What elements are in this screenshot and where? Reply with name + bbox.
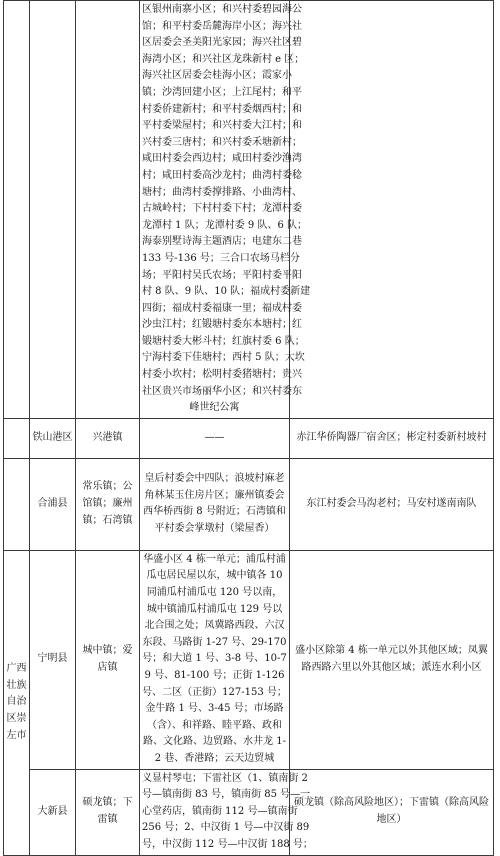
daxin-mid-risk-line: 号—镇南街 83 号，镇南街 85 号—一 xyxy=(142,789,311,801)
mid-risk-areas-line: 馆；和平村委岳麓海岸小区；海兴社 xyxy=(142,20,302,32)
mid-risk-areas-line: 区居委会圣美阳光家园；海兴社区碧 xyxy=(142,37,302,49)
table-row-continued xyxy=(4,1,494,419)
mid-risk-areas-line: 133 号-136 号；三合口农场马栏分 xyxy=(142,252,300,264)
mid-risk-areas-line: 兴村委三唐村；和兴村委禾塘新村； xyxy=(142,136,302,148)
mid-risk-areas-line: 村；咸田村委高沙龙村；曲湾村委稔 xyxy=(142,169,302,181)
mid-risk-cell: 华盛小区 4 栋一单元；浦瓜村浦瓜屯居民屋以东，城中镇各 10 同浦瓜村浦瓜屯 120 号以南，城中镇浦瓜村浦瓜屯 129 号以北合围之处；凤冀路西段、六汉东段、马路街 1-27 号、29-170 号；和大道 1 号、3-8 号、10-79 号、81-100 号；正街 1-126 号、二区（正街）127-153 号；金牛路 1 号、3-45 号；市场路（含）、和祥路、睦平路、政和路、文化路、边贸路、水井龙 1-2 巷、香港路；云天边贸城 xyxy=(140,550,290,769)
mid-risk-areas-line: 锻塘村委大彬斗村；红旗村委 6 队； xyxy=(142,335,305,347)
mid-risk-cell: 皇后村委会中四队；浪坡村麻老角林某玉住房片区；廉州镇委会西华桥西街 8 号附近；石湾镇和平村委会掌墩村（梁屋香） xyxy=(140,458,290,550)
mid-risk-areas-line: 古城岭村；下村村委下村；龙潭村委 xyxy=(142,203,302,215)
low-risk-cell: 东江村委会马沟老村；马安村遂南南队 xyxy=(290,458,494,550)
town-cell: 常乐镇；公馆镇；廉州镇；石湾镇 xyxy=(76,458,140,550)
table-row-tieshan xyxy=(4,418,494,458)
mid-risk-areas-line: 村 8 队、9 队、10 队；福成村委新建 xyxy=(142,286,311,298)
town-cell: 硕龙镇；下雷镇 xyxy=(76,769,140,855)
mid-risk-areas-line: 龙潭村 1 队；龙潭村委 9 队、6 队； xyxy=(142,219,307,231)
mid-risk-areas-line: 海兴社区居委会桂海小区；霞家小 xyxy=(142,70,292,82)
county-cell: 铁山港区 xyxy=(30,418,76,458)
region-cell-empty xyxy=(4,1,30,419)
daxin-mid-risk-line: 心堂药店，镇南街 112 号—镇南街 xyxy=(142,805,298,817)
town-cell-empty xyxy=(76,1,140,419)
mid-risk-areas-line: 镇；沙湾回建小区；上江尾村；和平 xyxy=(142,86,302,98)
low-risk-cell: 盛小区除第 4 栋一单元以外其他区域；凤翼路西路六里以外其他区域；派连水利小区 xyxy=(290,550,494,769)
mid-risk-areas-line: 塘村；曲湾村委撑排路、小曲湾村、 xyxy=(142,186,302,198)
mid-risk-areas-line: 海泰别墅诗海主题酒店；电建东二巷 xyxy=(142,236,302,248)
mid-risk-areas-line: 四街；福成村委福康一里；福成村委 xyxy=(142,302,302,314)
mid-risk-areas-cell xyxy=(140,1,311,419)
mid-risk-areas-line: 峰世纪公寓 xyxy=(189,402,240,414)
mid-risk-lines xyxy=(142,771,313,854)
town-cell: 城中镇；爱店镇 xyxy=(76,550,140,769)
mid-risk-cell: —— xyxy=(140,418,290,458)
mid-risk-areas-line: 沙虫江村；红锻塘村委东本塘村；红 xyxy=(142,319,302,331)
mid-risk-areas-line: 咸田村委会西边村；咸田村委沙渔湾 xyxy=(142,153,302,165)
low-risk-areas-cell-empty xyxy=(290,1,494,419)
region-cell-empty xyxy=(4,458,30,550)
mid-risk-areas-line: 村委小坎村；松明村委猪塘村；贵兴 xyxy=(142,369,302,381)
region-cell: 广西壮族自治区崇左市 xyxy=(4,550,30,855)
table-row-daxin xyxy=(4,769,494,855)
mid-risk-cell xyxy=(140,769,313,855)
mid-risk-areas-line: 平村委梁屋村；和兴村委大江村；和 xyxy=(142,120,302,132)
mid-risk-areas-line: 区银州南寨小区；和兴村委碧园海公 xyxy=(142,4,302,15)
town-cell: 兴港镇 xyxy=(76,418,140,458)
mid-risk-areas-lines xyxy=(142,2,311,417)
county-cell: 合浦县 xyxy=(30,458,76,550)
table-row-ningming xyxy=(4,550,494,769)
daxin-mid-risk-line: 义显村琴屯；下雷社区（1、镇南街 2 xyxy=(142,772,308,784)
mid-risk-areas-line: 海湾小区；和兴社区龙珠新村 e 区； xyxy=(142,53,305,65)
daxin-mid-risk-line: 256 号；2、中汉街 1 号—中汉街 89 xyxy=(142,822,310,834)
risk-area-table xyxy=(3,0,494,856)
mid-risk-areas-line: 村委侨建新村；和平村委烟西村；和 xyxy=(142,103,302,115)
mid-risk-areas-line: 宁海村委下佳塘村；西村 5 队；大坎 xyxy=(142,352,305,364)
daxin-mid-risk-line: 号，中汉街 112 号—中汉街 188 号； xyxy=(142,838,313,850)
county-cell: 宁明县 xyxy=(30,550,76,769)
table-row-hepu xyxy=(4,458,494,550)
mid-risk-areas-line: 社区贵兴市场丽华小区；和兴村委东 xyxy=(142,385,302,397)
mid-risk-areas-line: 场；平阳村吴氏农场；平阳村委平阳 xyxy=(142,269,302,281)
low-risk-cell: 赤江华侨陶器厂宿舍区；彬定村委新村坡村 xyxy=(290,418,494,458)
region-cell-empty xyxy=(4,418,30,458)
low-risk-cell: 硕龙镇（除高风险地区）；下雷镇（除高风险地区） xyxy=(290,769,494,855)
county-cell: 大新县 xyxy=(30,769,76,855)
county-cell-empty xyxy=(30,1,76,419)
